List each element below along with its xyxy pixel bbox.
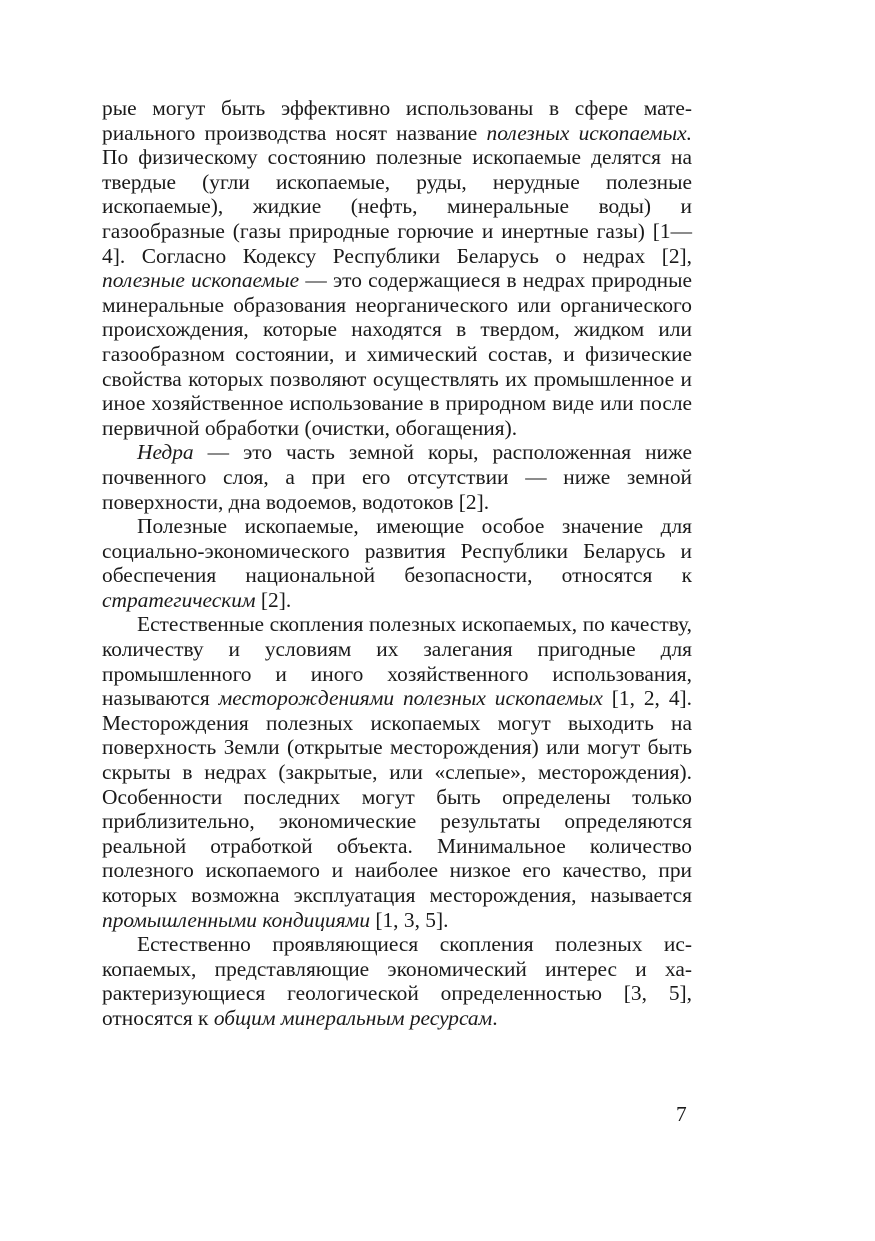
paragraph-mineral-resources-definition: [102, 96, 692, 440]
text-run: .: [492, 1005, 498, 1030]
paragraph-nedra-definition: [102, 440, 692, 514]
text-run: — это содержащиеся в недрах природные минеральные образования неорганического или органического происхождения, которые находятся в твердом, жидком или газообразном состоянии, и химический состав, и физические свойства которых позволяют осуществлять их промышленное и иное хозяйственное использование в природном виде или после первичной обработки (очистки, обогащения).: [102, 268, 692, 440]
text-run: [1, 3, 5].: [370, 907, 449, 932]
paragraph-strategic-resources: [102, 514, 692, 612]
term-italic: промышленными кондициями: [102, 907, 371, 932]
text-run: Полезные ископаемые, имеющие особое значение для социально-экономического развития Республики Беларусь и обеспечения национальной безопасности, относятся к: [102, 514, 692, 588]
page-number: 7: [676, 1102, 687, 1126]
text-run: По физическому состоянию полезные ископаемые делятся на твердые (угли ископаемые, руды, нерудные полезные ископаемые), жидкие (нефть, минеральные воды) и газообразные (газы природные горючие и инертные газы) [1—4]. Согласно Кодексу Республики Беларусь о недрах [2],: [102, 145, 692, 268]
text-run: — это часть земной коры, расположенная ниже почвенного слоя, а при его отсутствии — ниже земной поверхности, дна водоемов, водотоков [2].: [102, 440, 692, 514]
text-run: [1, 2, 4]. Месторождения полезных ископаемых могут выходить на поверхность Земли (открытые месторождения) или могут быть скрыты в недрах (закрытые, или «слепые», месторождения). Особенности последних могут быть определены только приблизительно, экономические результаты определяются реальной отработкой объекта. Минимальное количество полезного ископаемого и наиболее низкое его качество, при которых возможна эксплуатация месторождения, называется: [102, 686, 692, 907]
paragraph-general-mineral-resources: [102, 932, 692, 1030]
term-italic: стратегическим: [102, 587, 256, 612]
text-run: [2].: [255, 587, 292, 612]
term-italic: полезных ископаемых.: [486, 120, 693, 145]
term-italic: месторождениями полезных ископаемых: [218, 686, 603, 711]
term-italic: Недра: [137, 440, 194, 465]
text-run: Естественные скопления полезных ископаемых, по качеству, количеству и условиям их залегания пригодные для промышленного и иного хозяйственного использования, называются: [102, 612, 692, 711]
text-run: рые могут быть эффективно использованы в сфере материального производства носят название: [102, 96, 692, 145]
term-italic: общим минеральным ресурсам: [213, 1005, 493, 1030]
text-run: Естественно проявляющиеся скопления полезных ископаемых, представляющие экономический интерес и характеризующиеся геологической определенностью [3, 5], относятся к: [102, 932, 692, 1030]
body-text: [102, 96, 692, 1031]
term-italic: полезные ископаемые: [102, 268, 300, 293]
paragraph-deposits-definition: [102, 612, 692, 932]
